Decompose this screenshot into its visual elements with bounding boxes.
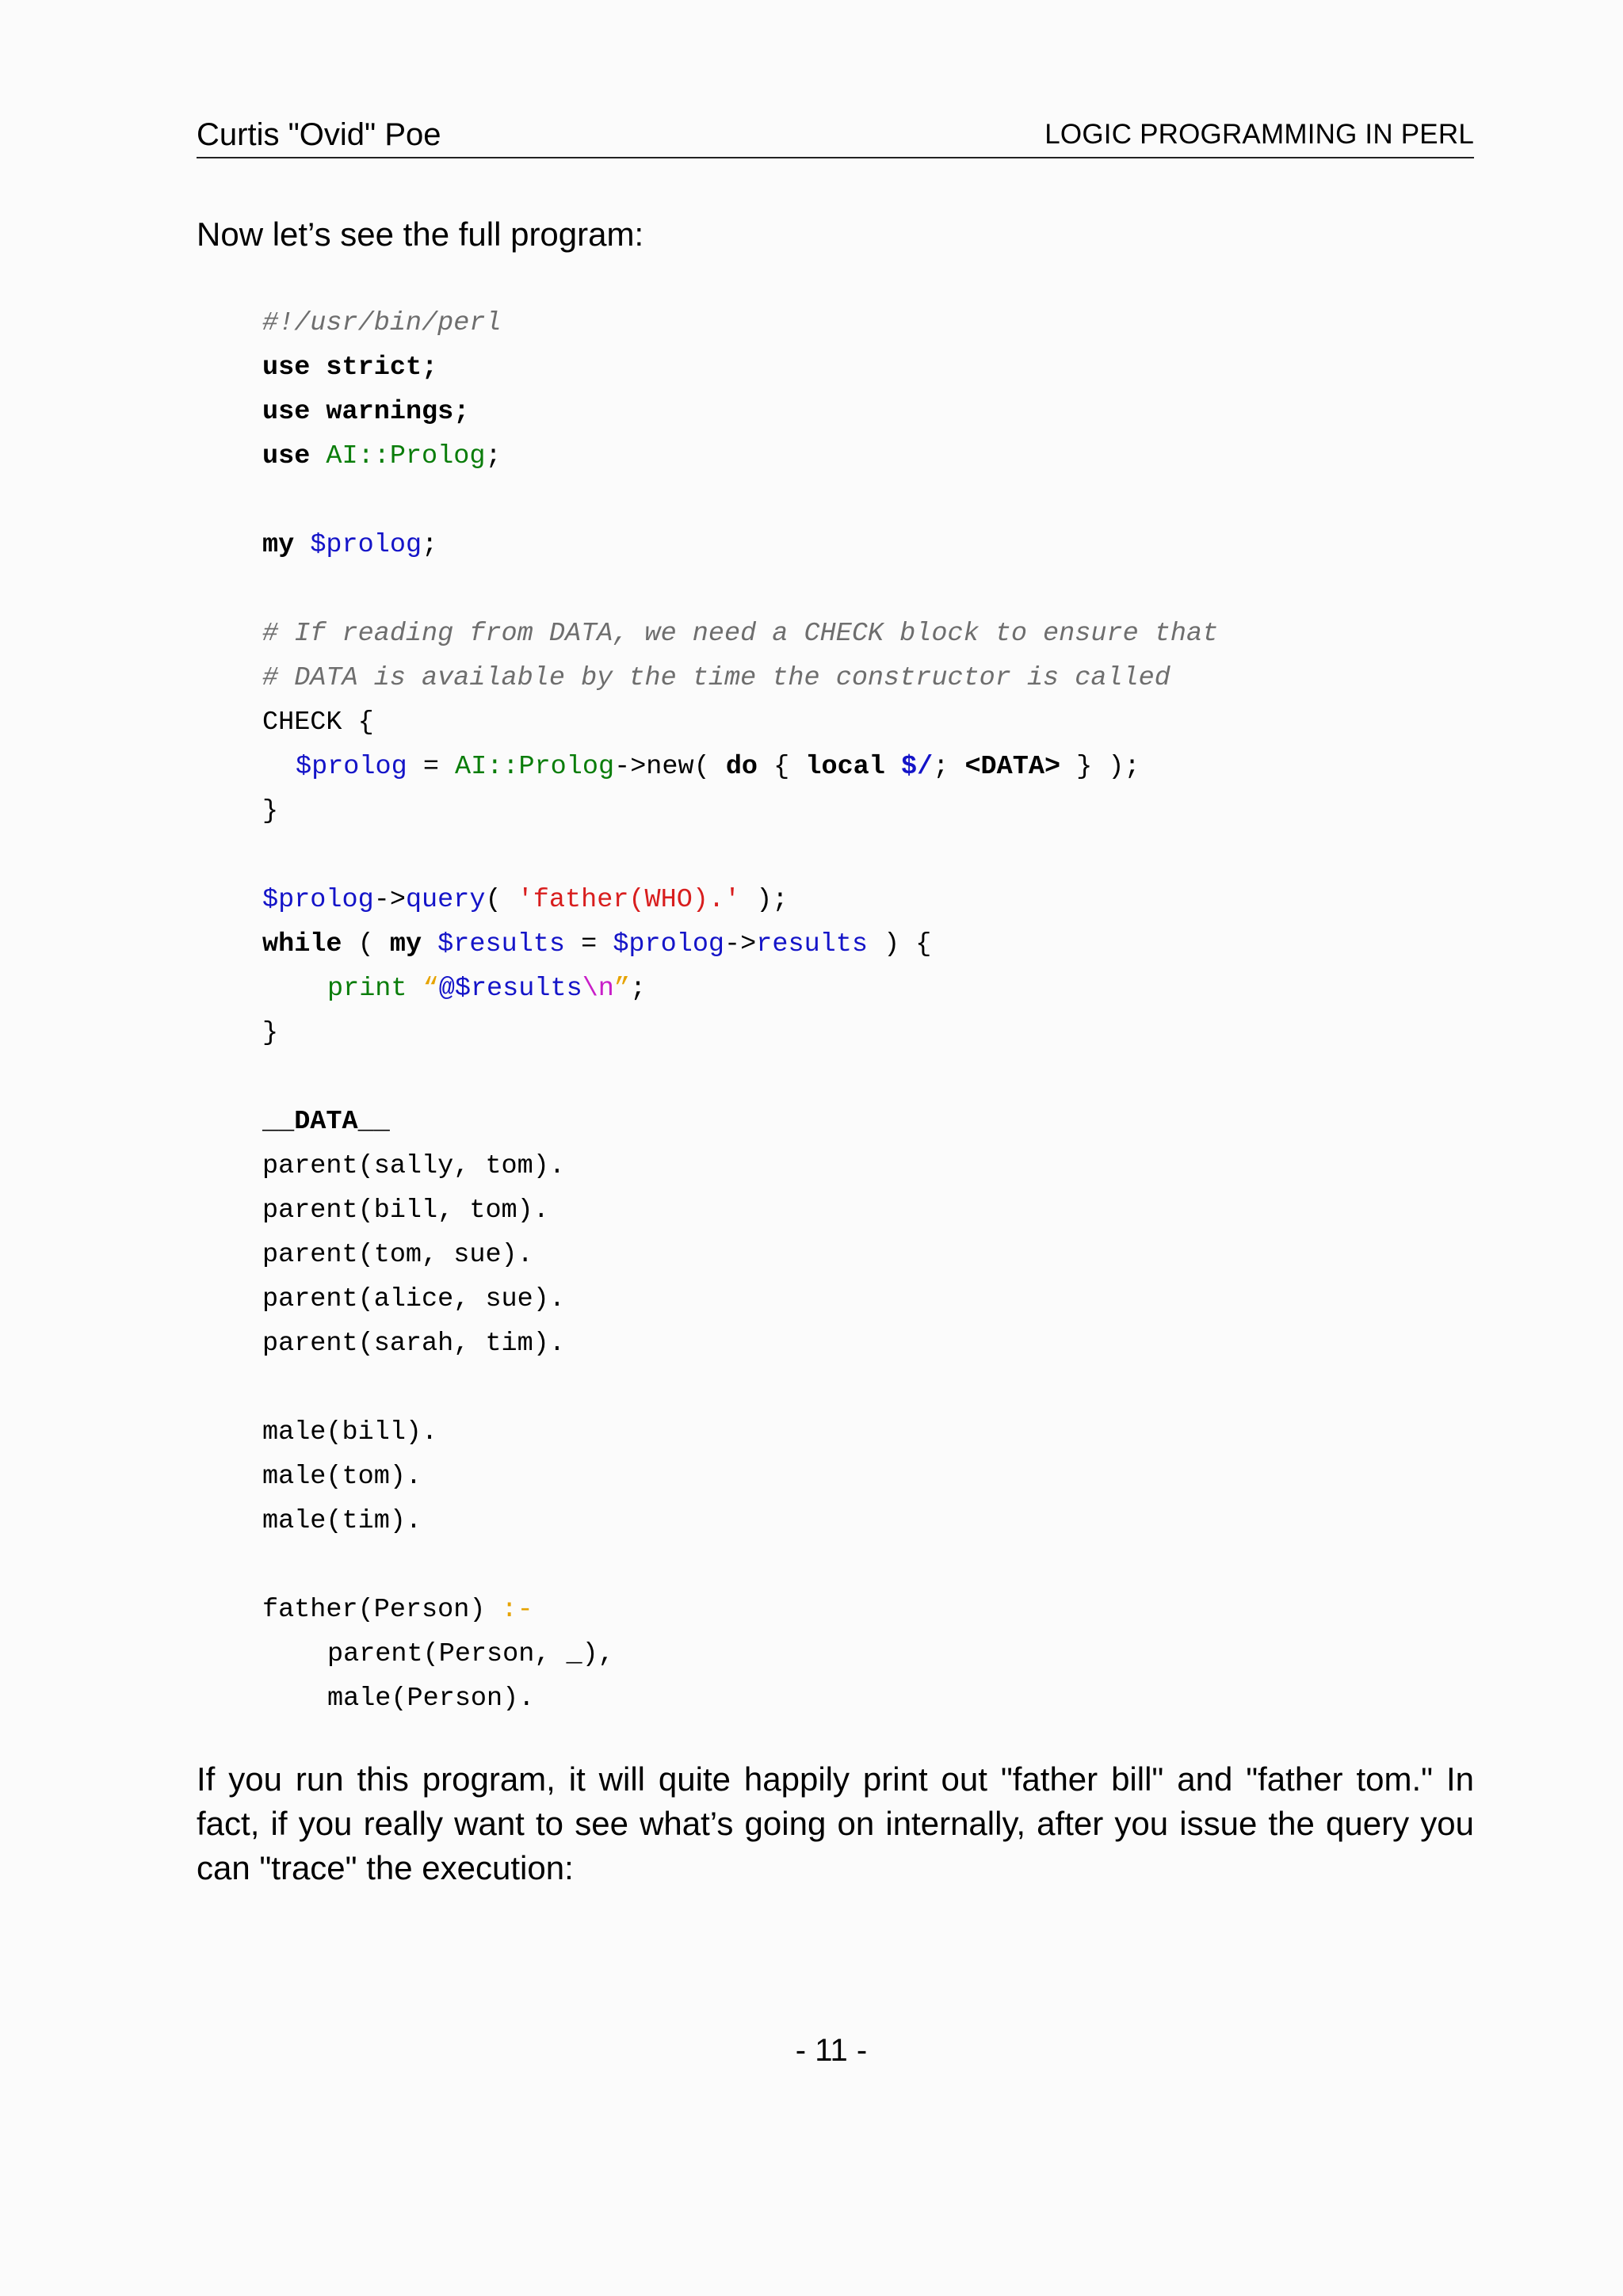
code-line-fact <box>262 1188 549 1233</box>
code-line-check-close <box>262 789 278 833</box>
code-package: AI::Prolog <box>455 752 615 782</box>
code-string: 'father(WHO).' <box>517 885 741 915</box>
code-line-my-prolog <box>262 523 437 567</box>
code-variable: @$results <box>438 974 582 1004</box>
code-keyword: use <box>262 441 311 471</box>
code-line-rule-body <box>327 1676 534 1721</box>
code-text: male(bill). <box>262 1417 438 1447</box>
code-text: -> <box>724 929 757 959</box>
code-line-fact <box>262 1322 565 1366</box>
code-text: } <box>262 1018 279 1048</box>
code-line-print <box>327 967 646 1011</box>
code-text: CHECK { <box>262 707 374 738</box>
code-builtin: print <box>327 974 407 1004</box>
code-line-fact <box>262 1144 565 1188</box>
code-keyword: use <box>262 353 311 383</box>
code-text: ->new( <box>614 752 726 782</box>
code-text: ( <box>342 929 390 959</box>
code-line-fact <box>262 1233 533 1277</box>
code-line-use-warnings <box>262 390 469 434</box>
code-line-query <box>262 878 788 922</box>
code-text: -> <box>373 885 406 915</box>
code-line-use-strict <box>262 345 437 390</box>
code-line-rule-body <box>327 1632 614 1676</box>
header-author: Curtis "Ovid" Poe <box>197 117 441 152</box>
code-text: } ); <box>1060 752 1140 782</box>
code-comment: #!/usr/bin/perl <box>262 308 502 338</box>
body-paragraph: If you run this program, it will quite happily print out "father bill" and "father tom." In fact, if you really want to see what’s going on internally, after you issue the query you can "trace" the execution: <box>197 1760 1474 1886</box>
code-package: AI::Prolog <box>326 441 486 471</box>
code-punct: ; <box>933 752 949 782</box>
code-line-while-close <box>262 1011 278 1055</box>
code-text: ); <box>740 885 789 915</box>
code-line-data-marker <box>262 1100 390 1144</box>
code-line-shebang <box>262 301 502 345</box>
code-line-comment-2 <box>262 656 1170 700</box>
page-header <box>197 116 1474 158</box>
code-variable: $prolog <box>296 752 407 782</box>
code-text: parent(sally, tom). <box>262 1151 565 1181</box>
code-text: ) { <box>868 929 932 959</box>
code-text: = <box>407 752 456 782</box>
code-comment: # DATA is available by the time the constructor is called <box>262 663 1170 693</box>
code-variable: $prolog <box>262 885 374 915</box>
code-quote: ” <box>613 974 631 1004</box>
code-method: results <box>756 929 868 959</box>
code-escape: \n <box>582 974 614 1004</box>
code-keyword: strict; <box>326 353 438 383</box>
code-quote: “ <box>422 974 439 1004</box>
code-text: } <box>262 796 279 826</box>
code-operator: :- <box>501 1595 533 1625</box>
code-punct: ; <box>422 530 438 560</box>
code-text: father(Person) <box>262 1595 502 1625</box>
code-punct: ; <box>485 441 502 471</box>
code-punct: ; <box>630 974 647 1004</box>
code-text: parent(Person, _), <box>327 1639 614 1669</box>
code-line-fact <box>262 1277 565 1322</box>
code-line-male <box>262 1455 422 1499</box>
page-number: - 11 - <box>795 2033 868 2068</box>
code-method: query <box>405 885 486 915</box>
intro-text: Now let’s see the full program: <box>197 215 644 253</box>
code-text: { <box>758 752 806 782</box>
code-text: parent(tom, sue). <box>262 1240 533 1270</box>
code-keyword: <DATA> <box>964 752 1061 782</box>
code-listing <box>262 301 1219 1714</box>
code-line-comment-1 <box>262 612 1218 656</box>
code-keyword: my <box>389 929 422 959</box>
code-keyword: my <box>262 530 295 560</box>
code-text: male(tom). <box>262 1462 422 1492</box>
code-keyword: local <box>805 752 885 782</box>
code-variable: $prolog <box>310 530 422 560</box>
code-variable: $prolog <box>613 929 725 959</box>
code-keyword: warnings; <box>326 397 470 427</box>
code-text: ( <box>485 885 517 915</box>
code-line-while <box>262 922 931 967</box>
code-text: parent(bill, tom). <box>262 1196 549 1226</box>
code-text: parent(sarah, tim). <box>262 1329 565 1359</box>
code-text: male(tim). <box>262 1506 422 1536</box>
code-line-use-ai-prolog <box>262 434 502 479</box>
code-comment: # If reading from DATA, we need a CHECK block to ensure that <box>262 619 1219 649</box>
code-line-constructor <box>296 745 1140 789</box>
code-line-rule-head <box>262 1588 533 1632</box>
code-text: male(Person). <box>327 1684 535 1714</box>
code-text: parent(alice, sue). <box>262 1284 565 1314</box>
code-keyword: while <box>262 929 342 959</box>
code-line-male <box>262 1410 437 1455</box>
code-text: = <box>565 929 613 959</box>
code-variable: $results <box>437 929 565 959</box>
header-title: LOGIC PROGRAMMING IN PERL <box>1044 119 1474 150</box>
code-line-check-open <box>262 700 374 745</box>
code-keyword: __DATA__ <box>262 1107 390 1137</box>
code-keyword: do <box>725 752 758 782</box>
code-variable: $/ <box>901 752 934 782</box>
code-line-male <box>262 1499 422 1543</box>
code-keyword: use <box>262 397 311 427</box>
